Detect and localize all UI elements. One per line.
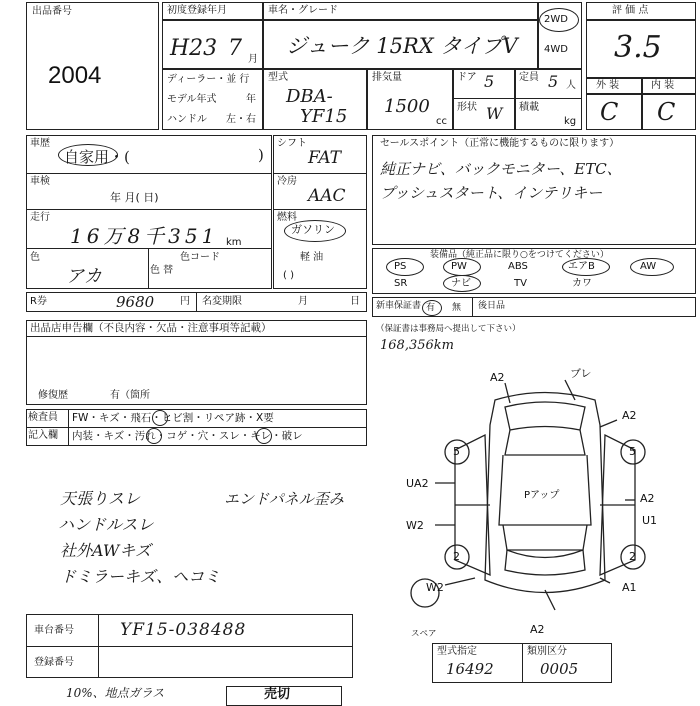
history-close: ) bbox=[258, 146, 264, 164]
warranty-note: （保証書は事務局へ提出して下さい） bbox=[376, 324, 521, 334]
score-label: 評 価 点 bbox=[612, 5, 649, 16]
fuel-label: 燃料 bbox=[277, 212, 297, 223]
divider bbox=[196, 292, 197, 312]
divider bbox=[26, 336, 367, 337]
divider bbox=[472, 297, 473, 317]
fuel: ガソリン bbox=[291, 223, 335, 236]
divider bbox=[26, 209, 272, 210]
inspector-note: ドミラーキズ、ヘコミ bbox=[60, 567, 221, 586]
divider bbox=[162, 19, 262, 21]
divider bbox=[26, 427, 367, 428]
class-label: 類別区分 bbox=[527, 646, 567, 657]
chassis-label: 車台番号 bbox=[34, 625, 74, 636]
score: 3.5 bbox=[614, 30, 662, 65]
class-value: 0005 bbox=[540, 660, 579, 678]
diagram-mark: A1 bbox=[622, 581, 637, 594]
era-year: H23 bbox=[170, 36, 218, 61]
diagram-mark: W2 bbox=[426, 581, 444, 594]
handle-label: ハンドル bbox=[167, 114, 207, 125]
lot-number: 2004 bbox=[48, 62, 102, 89]
diagram-mark: 5 bbox=[453, 445, 460, 458]
equipment-label: 装備品（純正品に限り○をつけてください） bbox=[430, 250, 609, 260]
lot-number-label: 出品番号 bbox=[32, 6, 72, 17]
first-reg-label: 初度登録年月 bbox=[167, 5, 227, 16]
inspector-row1: FW・キズ・飛石・ヒビ割・リペア跡・X要 bbox=[72, 412, 274, 424]
equip-leather: カワ bbox=[572, 278, 592, 289]
diagram-mark: U1 bbox=[642, 514, 658, 527]
exterior-grade: C bbox=[600, 98, 619, 126]
diagram-mark: 5 bbox=[629, 445, 636, 458]
car-grade-label: 車名・グレード bbox=[268, 5, 338, 16]
mileage: 16万8千351 bbox=[70, 224, 219, 248]
spare-label: スペア bbox=[411, 629, 437, 639]
divider bbox=[586, 19, 696, 21]
name-change-month: 月 bbox=[298, 296, 308, 307]
diagram-mark: A2 bbox=[490, 371, 505, 384]
inspector-label: 検査員 bbox=[28, 412, 58, 423]
year-unit: 年 bbox=[246, 94, 256, 105]
type-value: 16492 bbox=[446, 660, 494, 678]
diagram-mark: Pアップ bbox=[524, 490, 560, 501]
diagram-mark: ブレ bbox=[570, 367, 592, 380]
drive-2wd: 2WD bbox=[544, 14, 568, 25]
diagram-mark: UA2 bbox=[406, 477, 429, 490]
model-code: YF15 bbox=[300, 106, 348, 127]
equip-navi: ナビ bbox=[451, 278, 471, 289]
equip-aw: AW bbox=[640, 261, 657, 272]
inspection-label: 車検 bbox=[30, 176, 50, 187]
exterior-label: 外 装 bbox=[596, 80, 620, 91]
color-label: 色 bbox=[30, 252, 40, 263]
mileage-label: 走行 bbox=[30, 212, 50, 223]
shift-label: シフト bbox=[277, 138, 307, 149]
equip-airbag: エアB bbox=[568, 261, 595, 272]
repair-label: 修復歴 bbox=[38, 390, 68, 401]
equip-sr: SR bbox=[394, 278, 408, 289]
yen-unit: 円 bbox=[180, 296, 190, 307]
chassis-number: YF15-038488 bbox=[120, 620, 247, 640]
repair-value: 有（箇所 bbox=[110, 390, 150, 401]
divider bbox=[522, 643, 523, 683]
warranty-value: 有 bbox=[426, 303, 436, 313]
dealer-label: ディーラー・並 行 bbox=[167, 74, 250, 85]
handle-options: 左・右 bbox=[226, 114, 256, 125]
divider bbox=[452, 98, 582, 99]
shape: W bbox=[486, 104, 503, 123]
inspector-note: 社外AWキズ bbox=[60, 541, 152, 560]
km-unit: km bbox=[226, 237, 242, 248]
mark-circle bbox=[256, 428, 272, 444]
reg-month: 7 bbox=[228, 36, 242, 61]
equip-ps: PS bbox=[394, 261, 407, 272]
warranty-label: 新車保証書 bbox=[376, 301, 422, 311]
color-code-label: 色コード bbox=[180, 252, 220, 263]
model-label: 型式 bbox=[268, 72, 288, 83]
interior-grade: C bbox=[657, 98, 676, 126]
history-label: 車歴 bbox=[30, 138, 50, 149]
fuel-light: 軽 油 bbox=[300, 252, 324, 263]
warranty-none: 無 bbox=[452, 303, 462, 313]
inspection-format: 年 月( 日) bbox=[110, 191, 159, 204]
drive-4wd: 4WD bbox=[544, 44, 568, 55]
capacity-unit: 人 bbox=[566, 80, 576, 91]
ac: AAC bbox=[308, 186, 346, 206]
name-change-day: 日 bbox=[350, 296, 360, 307]
diagram-mark: A2 bbox=[640, 492, 655, 505]
sales-points-line1: 純正ナビ、バックモニター、ETC、 bbox=[380, 160, 622, 178]
color: アカ bbox=[66, 266, 102, 287]
doors-label: ドア bbox=[457, 72, 477, 83]
divider bbox=[162, 68, 582, 70]
divider bbox=[26, 646, 353, 647]
divider bbox=[273, 209, 367, 210]
divider bbox=[148, 248, 149, 289]
sales-points-label: セールスポイント（正常に機能するものに限ります） bbox=[380, 138, 620, 149]
inspector-note: 天張りスレ bbox=[60, 489, 141, 508]
registration-label: 登録番号 bbox=[34, 657, 74, 668]
capacity-label: 定員 bbox=[519, 72, 539, 83]
divider bbox=[262, 2, 264, 130]
warranty-later: 後日品 bbox=[478, 301, 506, 311]
dealer-report-label: 出品店申告欄（不良内容・欠品・注意事項等記載） bbox=[30, 322, 272, 334]
displacement: 1500 bbox=[384, 96, 430, 117]
inspector-label2: 記入欄 bbox=[28, 430, 58, 441]
divider bbox=[26, 173, 272, 174]
recycle: 9680 bbox=[116, 293, 155, 311]
diagram-mark: W2 bbox=[406, 519, 424, 532]
color-change-label: 色 替 bbox=[150, 265, 174, 276]
recycle-label: R券 bbox=[30, 296, 47, 307]
shift: FAT bbox=[308, 148, 342, 168]
displacement-label: 排気量 bbox=[372, 72, 402, 83]
divider bbox=[262, 19, 537, 21]
fuel-paren: ( ) bbox=[283, 270, 294, 281]
equip-abs: ABS bbox=[508, 261, 528, 272]
divider bbox=[98, 614, 99, 678]
type-label: 型式指定 bbox=[437, 646, 477, 657]
ac-label: 冷房 bbox=[277, 176, 297, 187]
capacity: 5 bbox=[548, 72, 559, 91]
equip-pw: PW bbox=[451, 261, 467, 272]
diagram-mark: 2 bbox=[453, 550, 460, 563]
doors: 5 bbox=[484, 72, 495, 91]
shape-label: 形状 bbox=[457, 102, 477, 113]
history: 自家用・( bbox=[64, 148, 130, 166]
bottom-box-text: 売切 bbox=[264, 687, 291, 702]
mark-circle bbox=[146, 428, 162, 444]
divider bbox=[641, 77, 643, 130]
kg-unit: kg bbox=[564, 116, 577, 127]
equip-tv: TV bbox=[514, 278, 527, 289]
model-year-label: モデル年式 bbox=[167, 94, 217, 105]
name-change-label: 名変期限 bbox=[202, 296, 242, 307]
interior-label: 内 装 bbox=[651, 80, 675, 91]
divider bbox=[68, 409, 69, 446]
bottom-note: 10%、地点ガラス bbox=[66, 686, 165, 700]
cc-unit: cc bbox=[436, 116, 447, 127]
diagram-mark: 2 bbox=[629, 550, 636, 563]
inspector-row2: 内装・キズ・汚れ・コゲ・穴・スレ・キレ・破レ bbox=[72, 430, 303, 442]
sales-points-line2: プッシュスタート、インテリキー bbox=[380, 184, 603, 202]
month-unit: 月 bbox=[248, 54, 258, 65]
inspector-note-right: エンドパネル歪み bbox=[224, 490, 344, 508]
divider bbox=[273, 173, 367, 174]
load-label: 積載 bbox=[519, 102, 539, 113]
divider bbox=[366, 68, 368, 130]
model-prefix: DBA- bbox=[286, 86, 333, 107]
diagram-mark: A2 bbox=[530, 623, 545, 636]
car-grade: ジューク 15RX タイプV bbox=[286, 34, 518, 58]
divider bbox=[537, 2, 539, 68]
warranty-mileage: 168,356km bbox=[380, 338, 454, 353]
diagram-mark: A2 bbox=[622, 409, 637, 422]
mark-circle bbox=[152, 410, 168, 426]
inspector-note: ハンドルスレ bbox=[58, 515, 154, 534]
